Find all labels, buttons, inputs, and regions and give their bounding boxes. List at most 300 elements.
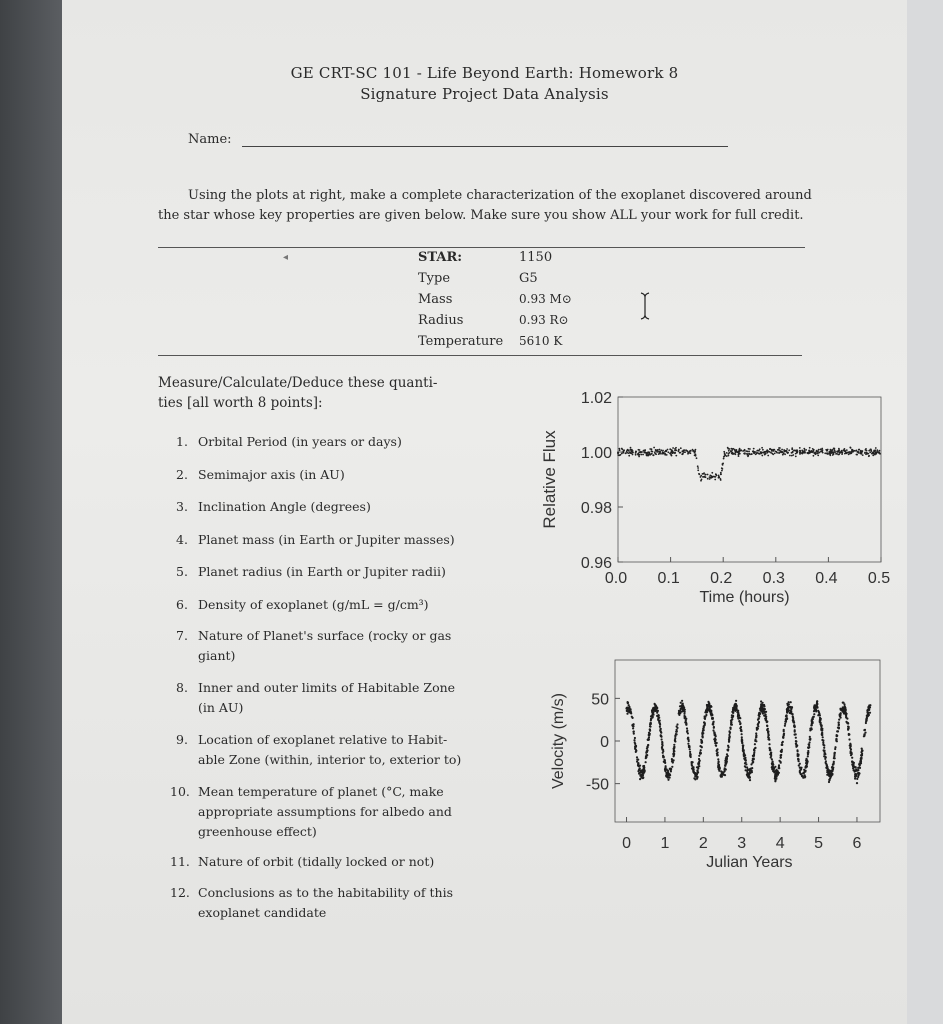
data-point bbox=[867, 706, 869, 708]
data-point bbox=[653, 447, 655, 449]
data-point bbox=[781, 449, 783, 451]
data-point bbox=[816, 453, 818, 455]
data-point bbox=[802, 450, 804, 452]
data-point bbox=[751, 453, 753, 455]
data-point bbox=[778, 447, 780, 449]
question-text: Inner and outer limits of Habitable Zone (in AU) bbox=[198, 680, 456, 715]
data-point bbox=[850, 744, 852, 746]
data-point bbox=[718, 477, 720, 479]
data-point bbox=[765, 719, 767, 721]
data-point bbox=[635, 451, 637, 453]
data-point bbox=[687, 732, 689, 734]
data-point bbox=[635, 454, 637, 456]
data-point bbox=[713, 733, 715, 735]
x-tick-label: 5 bbox=[814, 835, 824, 852]
data-point bbox=[780, 751, 782, 753]
data-point bbox=[649, 448, 651, 450]
x-tick-label: 6 bbox=[852, 835, 862, 852]
data-point bbox=[701, 741, 703, 743]
data-point bbox=[839, 708, 841, 710]
data-point bbox=[621, 449, 623, 451]
data-point bbox=[813, 716, 815, 718]
question-text: Density of exoplanet (g/mL = g/cm³) bbox=[198, 597, 429, 612]
data-point bbox=[650, 722, 652, 724]
data-point bbox=[655, 453, 657, 455]
data-point bbox=[637, 759, 639, 761]
data-point bbox=[834, 450, 836, 452]
data-point bbox=[758, 714, 760, 716]
data-point bbox=[718, 768, 720, 770]
data-point bbox=[741, 736, 743, 738]
data-point bbox=[799, 763, 801, 765]
data-point bbox=[818, 449, 820, 451]
data-point bbox=[841, 709, 843, 711]
data-point bbox=[799, 447, 801, 449]
data-point bbox=[755, 740, 757, 742]
flux-points bbox=[617, 447, 881, 482]
data-point bbox=[793, 724, 795, 726]
star-row-value: 0.93 R⊙ bbox=[519, 313, 569, 327]
data-point bbox=[641, 454, 643, 456]
data-point bbox=[729, 736, 731, 738]
data-point bbox=[875, 447, 877, 449]
data-point bbox=[828, 451, 830, 453]
data-point bbox=[826, 766, 828, 768]
data-point bbox=[631, 716, 633, 718]
homework-sheet bbox=[62, 0, 907, 1024]
data-point bbox=[665, 765, 667, 767]
data-point bbox=[879, 450, 881, 452]
data-point bbox=[874, 454, 876, 456]
data-point bbox=[715, 474, 717, 476]
data-point bbox=[684, 449, 686, 451]
x-tick-label: 0.0 bbox=[604, 570, 628, 587]
data-point bbox=[871, 450, 873, 452]
star-row-label: Temperature bbox=[418, 334, 504, 349]
question-text: Nature of orbit (tidally locked or not) bbox=[198, 854, 435, 869]
data-point bbox=[757, 450, 759, 452]
data-point bbox=[780, 757, 782, 759]
data-point bbox=[869, 704, 871, 706]
data-point bbox=[857, 451, 859, 453]
data-point bbox=[644, 450, 646, 452]
data-point bbox=[845, 714, 847, 716]
data-point bbox=[682, 451, 684, 453]
data-point bbox=[823, 755, 825, 757]
data-point bbox=[771, 450, 773, 452]
data-point bbox=[673, 751, 675, 753]
data-point bbox=[720, 479, 722, 481]
data-point bbox=[778, 760, 780, 762]
y-tick-label: 0.96 bbox=[580, 555, 612, 572]
data-point bbox=[659, 730, 661, 732]
data-point bbox=[822, 739, 824, 741]
data-point bbox=[701, 731, 703, 733]
data-point bbox=[748, 451, 750, 453]
text-cursor-icon bbox=[640, 292, 650, 320]
data-point bbox=[658, 715, 660, 717]
right-background bbox=[907, 0, 943, 1024]
data-point bbox=[674, 739, 676, 741]
data-point bbox=[846, 718, 848, 720]
data-point bbox=[678, 450, 680, 452]
data-point bbox=[821, 449, 823, 451]
data-point bbox=[803, 769, 805, 771]
data-point bbox=[687, 737, 689, 739]
question-text: Orbital Period (in years or days) bbox=[198, 434, 402, 449]
data-point bbox=[843, 710, 845, 712]
page-title: GE CRT-SC 101 - Life Beyond Earth: Homework 8 bbox=[290, 64, 679, 82]
data-point bbox=[671, 766, 673, 768]
data-point bbox=[689, 450, 691, 452]
data-point bbox=[794, 733, 796, 735]
data-point bbox=[632, 727, 634, 729]
velocity-points bbox=[625, 700, 871, 785]
data-point bbox=[821, 724, 823, 726]
data-point bbox=[858, 772, 860, 774]
data-point bbox=[684, 711, 686, 713]
data-point bbox=[799, 452, 801, 454]
data-point bbox=[704, 718, 706, 720]
data-point bbox=[836, 740, 838, 742]
data-point bbox=[625, 707, 627, 709]
data-point bbox=[816, 451, 818, 453]
plot-frame bbox=[618, 397, 881, 562]
name-label: Name: bbox=[188, 132, 232, 147]
data-point bbox=[697, 469, 699, 471]
data-point bbox=[715, 745, 717, 747]
data-point bbox=[822, 452, 824, 454]
data-point bbox=[660, 732, 662, 734]
data-point bbox=[721, 467, 723, 469]
data-point bbox=[715, 735, 717, 737]
data-point bbox=[619, 449, 621, 451]
data-point bbox=[816, 700, 818, 702]
y-axis-label: Relative Flux bbox=[540, 430, 559, 529]
data-point bbox=[749, 773, 751, 775]
data-point bbox=[746, 771, 748, 773]
data-point bbox=[712, 476, 714, 478]
data-point bbox=[723, 451, 725, 453]
data-point bbox=[781, 742, 783, 744]
data-point bbox=[868, 714, 870, 716]
data-point bbox=[698, 762, 700, 764]
data-point bbox=[777, 771, 779, 773]
data-point bbox=[742, 744, 744, 746]
data-point bbox=[848, 454, 850, 456]
data-point bbox=[724, 774, 726, 776]
data-point bbox=[757, 728, 759, 730]
data-point bbox=[794, 731, 796, 733]
data-point bbox=[717, 758, 719, 760]
data-point bbox=[649, 726, 651, 728]
data-point bbox=[715, 739, 717, 741]
x-axis-label: Julian Years bbox=[706, 854, 793, 871]
data-point bbox=[812, 448, 814, 450]
data-point bbox=[739, 721, 741, 723]
data-point bbox=[847, 728, 849, 730]
data-point bbox=[778, 767, 780, 769]
data-point bbox=[735, 700, 737, 702]
data-point bbox=[795, 456, 797, 458]
data-point bbox=[657, 710, 659, 712]
data-point bbox=[861, 748, 863, 750]
data-point bbox=[809, 736, 811, 738]
data-point bbox=[727, 448, 729, 450]
data-point bbox=[783, 734, 785, 736]
data-point bbox=[736, 449, 738, 451]
data-point bbox=[809, 741, 811, 743]
data-point bbox=[676, 723, 678, 725]
data-point bbox=[642, 777, 644, 779]
data-point bbox=[809, 447, 811, 449]
data-point bbox=[687, 743, 689, 745]
data-point bbox=[726, 758, 728, 760]
data-point bbox=[799, 450, 801, 452]
data-point bbox=[707, 701, 709, 703]
data-point bbox=[681, 700, 683, 702]
data-point bbox=[755, 736, 757, 738]
data-point bbox=[762, 702, 764, 704]
data-point bbox=[627, 710, 629, 712]
data-point bbox=[814, 705, 816, 707]
data-point bbox=[832, 764, 834, 766]
data-point bbox=[659, 720, 661, 722]
data-point bbox=[632, 725, 634, 727]
data-point bbox=[824, 758, 826, 760]
data-point bbox=[738, 455, 740, 457]
data-point bbox=[691, 764, 693, 766]
data-point bbox=[656, 451, 658, 453]
data-point bbox=[838, 727, 840, 729]
data-point bbox=[856, 782, 858, 784]
data-point bbox=[772, 764, 774, 766]
data-point bbox=[829, 453, 831, 455]
data-point bbox=[676, 730, 678, 732]
data-point bbox=[728, 734, 730, 736]
data-point bbox=[641, 451, 643, 453]
data-point bbox=[733, 453, 735, 455]
data-point bbox=[648, 732, 650, 734]
data-point bbox=[792, 719, 794, 721]
data-point bbox=[667, 451, 669, 453]
data-point bbox=[860, 757, 862, 759]
data-point bbox=[869, 712, 871, 714]
data-point bbox=[665, 450, 667, 452]
data-point bbox=[728, 455, 730, 457]
data-point bbox=[628, 452, 630, 454]
data-point bbox=[753, 754, 755, 756]
data-point bbox=[652, 712, 654, 714]
data-point bbox=[818, 711, 820, 713]
data-point bbox=[661, 742, 663, 744]
data-point bbox=[695, 776, 697, 778]
data-point bbox=[712, 729, 714, 731]
data-point bbox=[744, 762, 746, 764]
data-point bbox=[655, 449, 657, 451]
data-point bbox=[749, 448, 751, 450]
data-point bbox=[813, 713, 815, 715]
data-point bbox=[667, 779, 669, 781]
data-point bbox=[683, 708, 685, 710]
data-point bbox=[753, 448, 755, 450]
data-point bbox=[696, 772, 698, 774]
data-point bbox=[821, 729, 823, 731]
data-point bbox=[667, 770, 669, 772]
data-point bbox=[780, 754, 782, 756]
data-point bbox=[684, 721, 686, 723]
data-point bbox=[672, 761, 674, 763]
data-point bbox=[791, 449, 793, 451]
data-point bbox=[860, 450, 862, 452]
data-point bbox=[709, 478, 711, 480]
data-point bbox=[699, 751, 701, 753]
data-point bbox=[708, 705, 710, 707]
data-point bbox=[732, 452, 734, 454]
data-point bbox=[755, 732, 757, 734]
data-point bbox=[660, 734, 662, 736]
data-point bbox=[866, 450, 868, 452]
data-point bbox=[865, 448, 867, 450]
data-point bbox=[643, 767, 645, 769]
data-point bbox=[629, 452, 631, 454]
question-number: 12. bbox=[170, 885, 190, 900]
data-point bbox=[828, 775, 830, 777]
data-point bbox=[663, 453, 665, 455]
data-point bbox=[724, 767, 726, 769]
data-point bbox=[662, 755, 664, 757]
data-point bbox=[700, 749, 702, 751]
data-point bbox=[661, 738, 663, 740]
data-point bbox=[771, 758, 773, 760]
data-point bbox=[673, 753, 675, 755]
data-point bbox=[809, 738, 811, 740]
data-point bbox=[688, 746, 690, 748]
data-point bbox=[774, 779, 776, 781]
data-point bbox=[702, 736, 704, 738]
data-point bbox=[729, 727, 731, 729]
data-point bbox=[681, 706, 683, 708]
data-point bbox=[851, 753, 853, 755]
data-point bbox=[675, 455, 677, 457]
data-point bbox=[836, 734, 838, 736]
data-point bbox=[852, 449, 854, 451]
data-point bbox=[768, 451, 770, 453]
data-point bbox=[814, 708, 816, 710]
star-row-value: 5610 K bbox=[519, 334, 563, 348]
question-text: Inclination Angle (degrees) bbox=[198, 499, 371, 514]
data-point bbox=[727, 745, 729, 747]
data-point bbox=[642, 774, 644, 776]
data-point bbox=[670, 768, 672, 770]
data-point bbox=[659, 449, 661, 451]
data-point bbox=[695, 455, 697, 457]
data-point bbox=[826, 450, 828, 452]
question-text: Mean temperature of planet (°C, make appropriate assumptions for albedo and greenhouse effect) bbox=[198, 784, 452, 839]
data-point bbox=[766, 725, 768, 727]
data-point bbox=[754, 743, 756, 745]
x-tick-label: 2 bbox=[698, 835, 708, 852]
data-point bbox=[807, 750, 809, 752]
data-point bbox=[728, 450, 730, 452]
data-point bbox=[780, 451, 782, 453]
data-point bbox=[807, 755, 809, 757]
data-point bbox=[760, 451, 762, 453]
data-point bbox=[838, 719, 840, 721]
data-point bbox=[732, 716, 734, 718]
data-point bbox=[787, 704, 789, 706]
data-point bbox=[743, 753, 745, 755]
data-point bbox=[784, 453, 786, 455]
name-field-line[interactable] bbox=[242, 146, 728, 147]
data-point bbox=[619, 448, 621, 450]
data-point bbox=[696, 457, 698, 459]
data-point bbox=[797, 755, 799, 757]
data-point bbox=[697, 465, 699, 467]
data-point bbox=[638, 456, 640, 458]
data-point bbox=[722, 463, 724, 465]
data-point bbox=[632, 731, 634, 733]
data-point bbox=[784, 723, 786, 725]
data-point bbox=[674, 448, 676, 450]
data-point bbox=[834, 757, 836, 759]
data-point bbox=[862, 454, 864, 456]
data-point bbox=[767, 455, 769, 457]
data-point bbox=[826, 452, 828, 454]
data-point bbox=[632, 452, 634, 454]
question-text: Planet mass (in Earth or Jupiter masses) bbox=[198, 532, 455, 547]
data-point bbox=[680, 711, 682, 713]
data-point bbox=[686, 450, 688, 452]
data-point bbox=[759, 713, 761, 715]
data-point bbox=[800, 773, 802, 775]
data-point bbox=[844, 450, 846, 452]
data-point bbox=[772, 454, 774, 456]
x-tick-label: 0.3 bbox=[762, 570, 785, 587]
data-point bbox=[630, 447, 632, 449]
data-point bbox=[655, 710, 657, 712]
data-point bbox=[807, 753, 809, 755]
data-point bbox=[761, 706, 763, 708]
data-point bbox=[832, 767, 834, 769]
data-point bbox=[788, 706, 790, 708]
star-row-value: G5 bbox=[519, 271, 538, 286]
star-header-label: STAR: bbox=[418, 250, 463, 265]
data-point bbox=[876, 449, 878, 451]
data-point bbox=[810, 727, 812, 729]
data-point bbox=[848, 733, 850, 735]
data-point bbox=[724, 453, 726, 455]
data-point bbox=[795, 737, 797, 739]
question-number: 4. bbox=[176, 532, 188, 547]
data-point bbox=[694, 451, 696, 453]
data-point bbox=[746, 454, 748, 456]
data-point bbox=[785, 719, 787, 721]
data-point bbox=[823, 747, 825, 749]
data-point bbox=[649, 729, 651, 731]
data-point bbox=[772, 766, 774, 768]
data-point bbox=[846, 449, 848, 451]
y-tick-label: 1.00 bbox=[580, 445, 612, 462]
data-point bbox=[645, 761, 647, 763]
data-point bbox=[673, 744, 675, 746]
data-point bbox=[662, 744, 664, 746]
speaker-glyph-icon: ◂ bbox=[283, 252, 289, 263]
data-point bbox=[783, 730, 785, 732]
data-point bbox=[836, 453, 838, 455]
data-point bbox=[753, 752, 755, 754]
data-point bbox=[683, 713, 685, 715]
